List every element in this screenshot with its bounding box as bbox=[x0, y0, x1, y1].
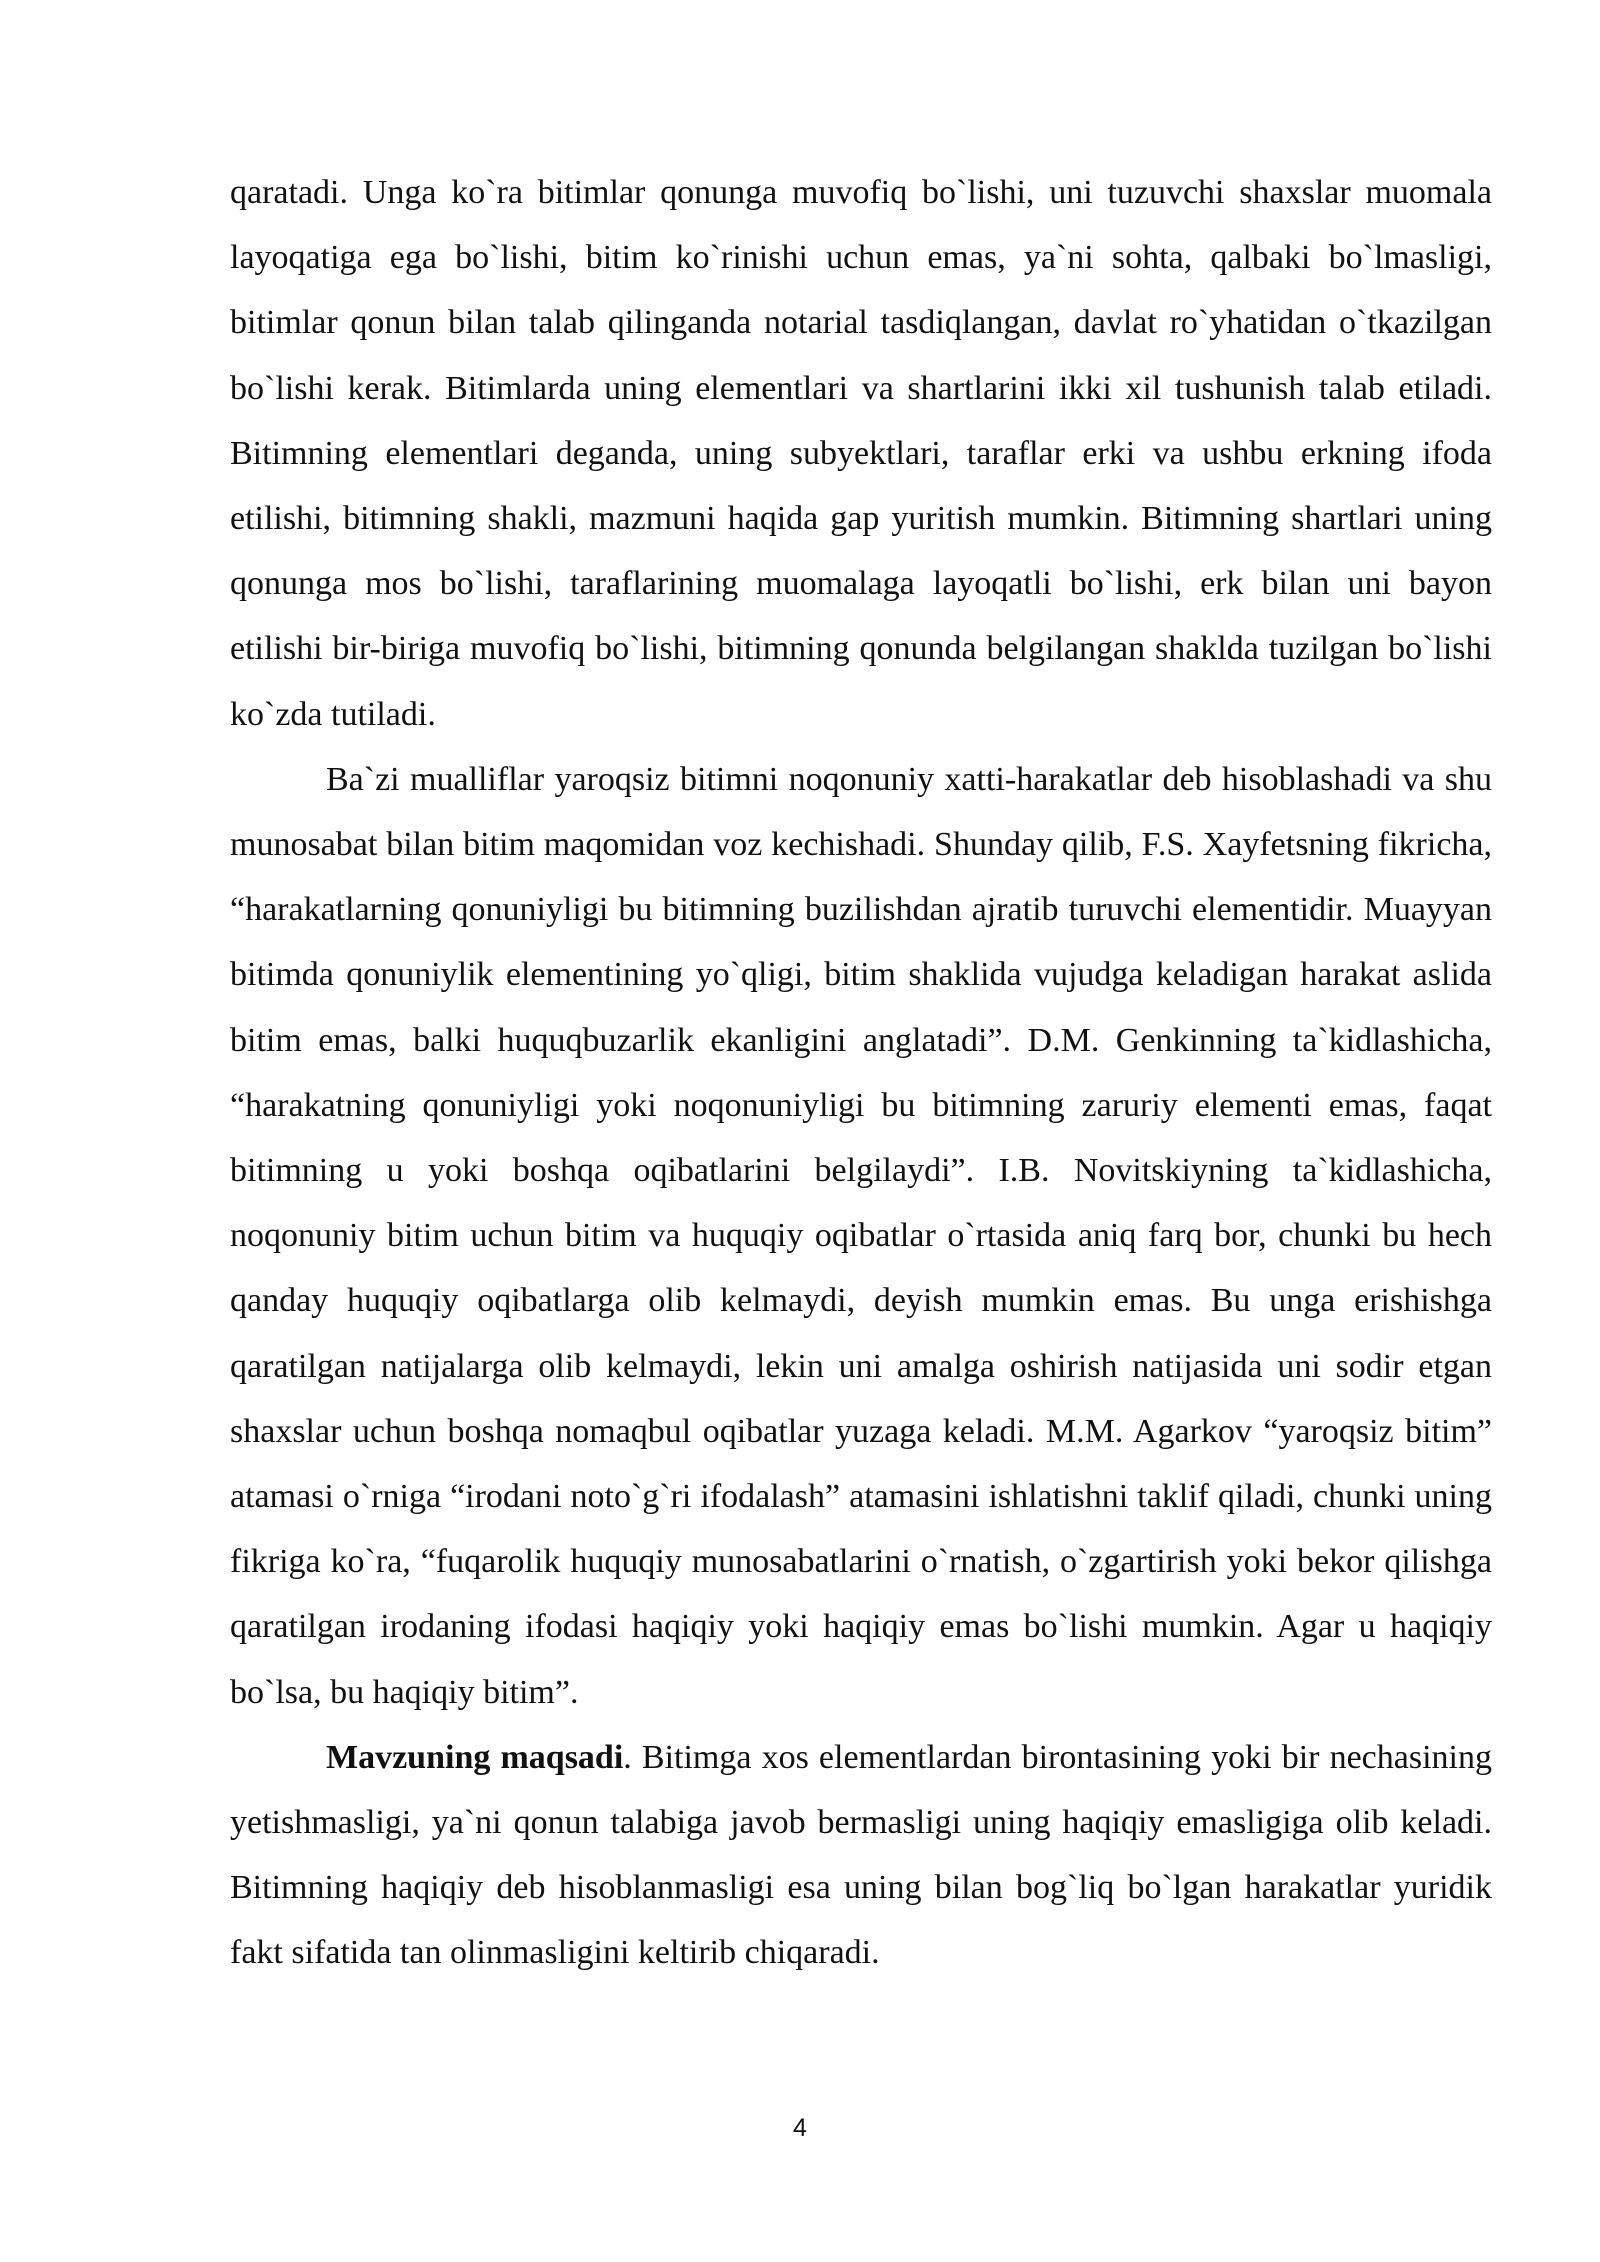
goal-heading: Mavzuning maqsadi bbox=[326, 1738, 624, 1776]
paragraph-goal bbox=[230, 1725, 1492, 1986]
paragraph-opinions: Ba`zi mualliflar yaroqsiz bitimni noqonuniy xatti-harakatlar deb hisoblashadi va shu munosabat bilan bitim maqomidan voz kechishadi. Shunday qilib, F.S. Xayfetsning fikricha, “harakatlarning qonuniyligi bu bitimning buzilishdan ajratib turuvchi elementidir. Muayyan bitimda qonuniylik elementining yo`qligi, bitim shaklida vujudga keladigan harakat aslida bitim emas, balki huquqbuzarlik ekanligini anglatadi”. D.M. Genkinning ta`kidlashicha, “harakatning qonuniyligi yoki noqonuniyligi bu bitimning zaruriy elementi emas, faqat bitimning u yoki boshqa oqibatlarini belgilaydi”. I.B. Novitskiyning ta`kidlashicha, noqonuniy bitim uchun bitim va huquqiy oqibatlar o`rtasida aniq farq bor, chunki bu hech qanday huquqiy oqibatlarga olib kelmaydi, deyish mumkin emas. Bu unga erishishga qaratilgan natijalarga olib kelmaydi, lekin uni amalga oshirish natijasida uni sodir etgan shaxslar uchun boshqa nomaqbul oqibatlar yuzaga keladi. M.M. Agarkov “yaroqsiz bitim” atamasi o`rniga “irodani noto`g`ri ifodalash” atamasini ishlatishni taklif qiladi, chunki uning fikriga ko`ra, “fuqarolik huquqiy munosabatlarini o`rnatish, o`zgartirish yoki bekor qilishga qaratilgan irodaning ifodasi haqiqiy yoki haqiqiy emas bo`lishi mumkin. Agar u haqiqiy bo`lsa, bu haqiqiy bitim”. bbox=[230, 760, 1492, 1711]
goal-text: . Bitimga xos elementlardan birontasining yoki bir nechasining yetishmasligi, ya`ni qonun talabiga javob bermasligi uning haqiqiy emasligiga olib keladi. Bitimning haqiqiy deb hisoblanmasligi esa uning bilan bog`liq bo`lgan harakatlar yuridik fakt sifatida tan olinmasligini keltirib chiqaradi. bbox=[230, 1738, 1492, 1972]
paragraph-continued: qaratadi. Unga ko`ra bitimlar qonunga muvofiq bo`lishi, uni tuzuvchi shaxslar muomala layoqatiga ega bo`lishi, bitim ko`rinishi uchun emas, ya`ni sohta, qalbaki bo`lmasligi, bitimlar qonun bilan talab qilinganda notarial tasdiqlangan, davlat ro`yhatidan o`tkazilgan bo`lishi kerak. Bitimlarda uning elementlari va shartlarini ikki xil tushunish talab etiladi. Bitimning elementlari deganda, uning subyektlari, taraflar erki va ushbu erkning ifoda etilishi, bitimning shakli, mazmuni haqida gap yuritish mumkin. Bitimning shartlari uning qonunga mos bo`lishi, taraflarining muomalaga layoqatli bo`lishi, erk bilan uni bayon etilishi bir-biriga muvofiq bo`lishi, bitimning qonunda belgilangan shaklda tuzilgan bo`lishi ko`zda tutiladi. bbox=[230, 174, 1492, 733]
body-text bbox=[230, 160, 1492, 1986]
page-number: 4 bbox=[793, 2114, 807, 2142]
